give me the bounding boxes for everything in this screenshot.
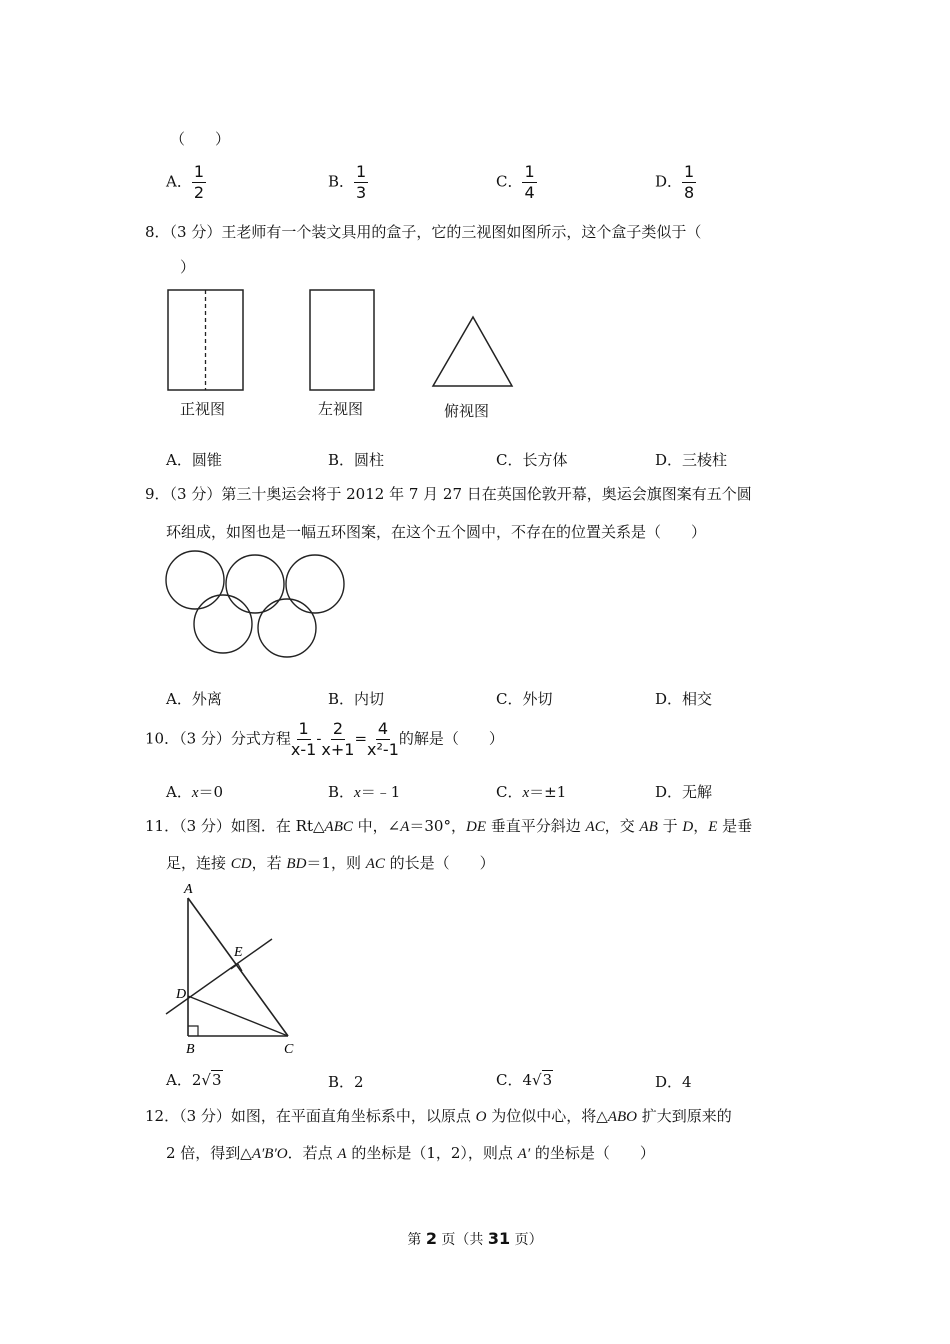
denominator: 4 [524,183,535,202]
option-letter: D． [655,172,683,191]
fraction [522,164,536,201]
variable: x [354,785,361,801]
numerator: 1 [356,162,367,181]
text: ＝30°， [409,817,466,835]
ring-1 [166,551,224,609]
denominator: 8 [684,183,695,202]
denominator: 2 [193,183,205,202]
denominator: x+1 [321,740,355,759]
option-value: 2 [354,1073,364,1091]
q10-suffix: 的解是（ ） [398,729,504,748]
option-value: ＝0 [198,783,224,801]
text: 的长是（ ） [384,854,495,872]
point-c-label: C [284,1042,294,1057]
var: A [337,1146,347,1162]
page-footer [0,1229,950,1249]
q8-stem-line2: ） [180,258,196,276]
triangle-figure [160,878,310,1058]
q10-prefix: 10．（3 分）分式方程 [145,729,291,748]
q10-option-b[interactable] [328,781,400,802]
fraction [682,164,696,201]
numerator: 1 [524,162,535,181]
variable: x [522,785,530,801]
q7-tail: （ ） [170,130,231,148]
point-d-label: D [176,987,187,1002]
denominator: x²-1 [367,740,399,759]
option-letter: C． [496,783,523,801]
denominator: 3 [356,183,367,202]
numerator: 1 [193,162,205,181]
top-view-triangle [433,317,512,386]
var: A′B′O [251,1146,288,1162]
perpendicular-bisector-line [166,939,272,1014]
q12-stem-line1 [145,1105,732,1126]
q11-option-d[interactable] [655,1071,692,1092]
option-value: ＝﹣1 [360,783,401,801]
radicand: 3 [211,1071,222,1089]
q8-option-b[interactable]: B．圆柱 [328,451,385,469]
var: BD [286,856,307,872]
option-letter: B． [328,783,355,801]
option-letter: A． [166,172,192,191]
five-rings-figure [160,545,355,665]
option-value: ＝±1 [529,783,567,801]
fraction-2 [321,721,354,758]
q9-stem-line2: 环组成，如图也是一幅五环图案，在这个五个圆中，不存在的位置关系是（ ） [166,523,707,541]
coefficient: 4 [522,1071,533,1089]
q11-option-c[interactable] [496,1069,553,1090]
q8-option-d[interactable]: D．三棱柱 [655,451,728,469]
q9-option-a[interactable]: A．外离 [166,690,222,708]
text: 于 [657,817,683,835]
option-value: 4 [682,1073,692,1091]
q11-option-b[interactable] [328,1071,364,1092]
coefficient: 2 [191,1071,202,1089]
var: A′ [517,1146,531,1162]
point-e-label: E [234,945,243,960]
option-letter: B． [328,1073,355,1091]
front-view-label: 正视图 [180,400,226,418]
fraction [354,164,368,201]
option-letter: A． [166,1071,192,1089]
q10-option-c[interactable] [496,781,566,802]
option-letter: C． [496,172,523,191]
side-view-label: 左视图 [318,400,364,418]
equals-sign: = [354,729,368,748]
q10-option-a[interactable] [166,781,223,802]
sqrt: √3 [532,1071,553,1089]
text: 足，连接 [166,854,231,872]
var: AC [585,819,605,835]
q11-stem-line1 [145,815,752,836]
var: ABC [324,819,353,835]
numerator: 2 [332,719,344,738]
var: O [475,1109,487,1125]
q7-option-b[interactable] [328,164,368,201]
text: ．若点 [287,1144,338,1162]
text: 第 [407,1232,426,1248]
minus-sign: - [316,729,322,748]
q8-stem-line1: 8．（3 分）王老师有一个装文具用的盒子，它的三视图如图所示，这个盒子类似于（ [145,223,702,241]
q9-option-b[interactable]: B．内切 [328,690,385,708]
option-letter: C． [496,1071,523,1089]
radicand: 3 [542,1071,553,1089]
var: E [708,819,718,835]
denominator: x-1 [290,740,317,759]
q11-option-a[interactable] [166,1069,223,1090]
variable: x [191,785,199,801]
ring-3 [286,555,344,613]
text: 11．（3 分）如图．在 Rt△ [145,817,325,835]
text: 中，∠ [352,817,401,835]
var: A [400,819,410,835]
var: CD [230,856,252,872]
fraction [192,164,206,201]
text: 2 倍，得到△ [166,1144,252,1162]
q10-stem [145,721,504,758]
text: 12．（3 分）如图，在平面直角坐标系中，以原点 [145,1107,476,1125]
q11-stem-line2 [166,852,495,873]
right-angle-b [188,1026,198,1036]
text: 为位似中心，将△ [486,1107,608,1125]
var: AC [365,856,385,872]
text: ＝1，则 [306,854,366,872]
q8-option-a[interactable]: A．圆锥 [166,451,222,469]
q12-stem-line2 [166,1142,655,1163]
q8-option-c[interactable]: C．长方体 [496,451,568,469]
var: D [682,819,694,835]
q7-option-a[interactable] [166,164,206,201]
option-letter: A． [166,783,192,801]
text: ，交 [604,817,640,835]
text: 是垂 [717,817,753,835]
text: ，若 [251,854,287,872]
text: ， [693,817,709,835]
page-number: 2 [425,1229,437,1248]
numerator: 1 [684,162,695,181]
ring-5 [258,599,316,657]
side-view-rect [310,290,374,390]
fraction-3 [367,721,399,758]
ring-4 [194,595,252,653]
text: 的坐标是（1，2），则点 [346,1144,518,1162]
q9-option-d[interactable]: D．相交 [655,690,713,708]
sqrt: √3 [201,1071,222,1089]
var: DE [465,819,486,835]
q10-option-d[interactable] [655,781,712,802]
top-view-label: 俯视图 [444,402,490,420]
q9-option-c[interactable]: C．外切 [496,690,553,708]
option-value: 无解 [682,783,713,801]
q7-option-c[interactable] [496,164,537,201]
text: 的坐标是（ ） [530,1144,655,1162]
option-letter: D． [655,783,683,801]
text: 页（共 [436,1232,488,1248]
option-letter: B． [328,172,355,191]
var: ABO [607,1109,637,1125]
text: 页） [510,1232,543,1248]
option-letter: D． [655,1073,683,1091]
text: 垂直平分斜边 [485,817,586,835]
total-pages: 31 [487,1229,511,1248]
point-b-label: B [186,1042,195,1057]
var: AB [639,819,658,835]
numerator: 4 [377,719,389,738]
text: 扩大到原来的 [637,1107,732,1125]
fraction-1 [291,721,316,758]
q9-stem-line1: 9．（3 分）第三十奥运会将于 2012 年 7 月 27 日在英国伦敦开幕，奥运会旗图案有五个圆 [145,485,752,503]
ring-2 [226,555,284,613]
point-a-label: A [184,882,193,897]
q7-option-d[interactable] [655,164,696,201]
numerator: 1 [298,719,309,738]
